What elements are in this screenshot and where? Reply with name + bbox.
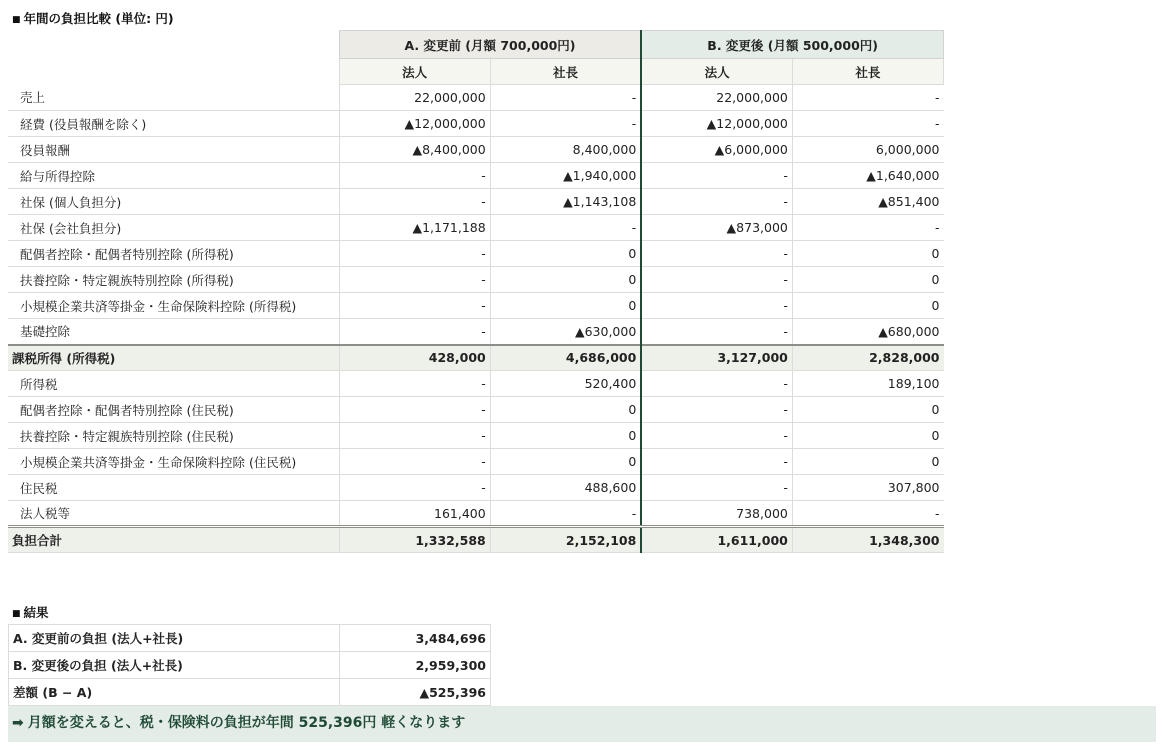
cell-value: ▲1,940,000 — [490, 163, 641, 189]
table-row — [8, 189, 944, 215]
cell-value: - — [490, 85, 641, 111]
cell-value: 1,348,300 — [792, 527, 943, 553]
row-label: 配偶者控除・配偶者特別控除 (住民税) — [8, 397, 339, 423]
cell-value: - — [339, 267, 490, 293]
group-header-b: B. 変更後 (月額 500,000円) — [641, 31, 943, 59]
cell-value: - — [339, 189, 490, 215]
table-row — [8, 85, 944, 111]
result-label: A. 変更前の負担 (法人+社長) — [9, 625, 340, 652]
cell-value: - — [792, 111, 943, 137]
row-label: 負担合計 — [8, 527, 339, 553]
subheader-b-corp: 法人 — [641, 59, 792, 85]
row-label: 社保 (会社負担分) — [8, 215, 339, 241]
cell-value: - — [339, 397, 490, 423]
cell-value: 8,400,000 — [490, 137, 641, 163]
cell-value: 0 — [792, 449, 943, 475]
result-row — [9, 625, 491, 652]
row-label: 住民税 — [8, 475, 339, 501]
row-label: 社保 (個人負担分) — [8, 189, 339, 215]
comparison-title-text: 年間の負担比較 (単位: 円) — [23, 11, 174, 26]
row-label: 役員報酬 — [8, 137, 339, 163]
row-label: 小規模企業共済等掛金・生命保険料控除 (所得税) — [8, 293, 339, 319]
cell-value: 428,000 — [339, 345, 490, 371]
comparison-title — [12, 9, 174, 27]
row-label: 配偶者控除・配偶者特別控除 (所得税) — [8, 241, 339, 267]
table-row — [8, 423, 944, 449]
table-row — [8, 501, 944, 527]
cell-value: - — [641, 241, 792, 267]
table-row — [8, 475, 944, 501]
row-label: 扶養控除・特定親族特別控除 (所得税) — [8, 267, 339, 293]
cell-value: 0 — [490, 423, 641, 449]
comparison-table — [8, 30, 944, 553]
result-title — [12, 603, 49, 621]
result-row — [9, 652, 491, 679]
table-row — [8, 397, 944, 423]
cell-value: 22,000,000 — [641, 85, 792, 111]
comparison-body — [8, 85, 944, 553]
table-row — [8, 137, 944, 163]
cell-value: - — [792, 215, 943, 241]
subheader-corner — [8, 59, 339, 85]
row-label: 基礎控除 — [8, 319, 339, 345]
cell-value: - — [641, 293, 792, 319]
row-label: 所得税 — [8, 371, 339, 397]
cell-value: 0 — [490, 449, 641, 475]
cell-value: ▲12,000,000 — [641, 111, 792, 137]
arrow-right-icon: ➡ — [12, 715, 24, 731]
cell-value: - — [490, 215, 641, 241]
cell-value: - — [339, 475, 490, 501]
cell-value: 2,152,108 — [490, 527, 641, 553]
cell-value: ▲6,000,000 — [641, 137, 792, 163]
cell-value: 0 — [792, 423, 943, 449]
cell-value: 520,400 — [490, 371, 641, 397]
cell-value: ▲680,000 — [792, 319, 943, 345]
bullet-square-icon: ■ — [12, 609, 21, 619]
cell-value: ▲630,000 — [490, 319, 641, 345]
cell-value: 0 — [490, 241, 641, 267]
row-label: 法人税等 — [8, 501, 339, 527]
cell-value: - — [792, 501, 943, 527]
cell-value: - — [339, 163, 490, 189]
cell-value: 0 — [792, 267, 943, 293]
row-label: 経費 (役員報酬を除く) — [8, 111, 339, 137]
cell-value: 307,800 — [792, 475, 943, 501]
cell-value: - — [339, 319, 490, 345]
cell-value: 189,100 — [792, 371, 943, 397]
result-table — [8, 624, 491, 706]
cell-value: - — [792, 85, 943, 111]
cell-value: 0 — [792, 397, 943, 423]
result-label: 差額 (B − A) — [9, 679, 340, 706]
cell-value: 0 — [792, 241, 943, 267]
result-value: ▲525,396 — [340, 679, 491, 706]
table-row — [8, 241, 944, 267]
row-label: 小規模企業共済等掛金・生命保険料控除 (住民税) — [8, 449, 339, 475]
table-row — [8, 527, 944, 553]
cell-value: 6,000,000 — [792, 137, 943, 163]
cell-value: 3,127,000 — [641, 345, 792, 371]
cell-value: - — [641, 449, 792, 475]
cell-value: - — [641, 475, 792, 501]
cell-value: - — [641, 267, 792, 293]
subheader-a-corp: 法人 — [339, 59, 490, 85]
cell-value: - — [641, 163, 792, 189]
result-value: 2,959,300 — [340, 652, 491, 679]
row-label: 扶養控除・特定親族特別控除 (住民税) — [8, 423, 339, 449]
subheader-row — [8, 59, 944, 85]
cell-value: - — [641, 319, 792, 345]
cell-value: 488,600 — [490, 475, 641, 501]
bullet-square-icon: ■ — [12, 15, 21, 25]
cell-value: - — [339, 293, 490, 319]
cell-value: 0 — [792, 293, 943, 319]
result-label: B. 変更後の負担 (法人+社長) — [9, 652, 340, 679]
table-row — [8, 267, 944, 293]
cell-value: - — [641, 423, 792, 449]
cell-value: ▲1,640,000 — [792, 163, 943, 189]
table-row — [8, 111, 944, 137]
cell-value: 1,332,588 — [339, 527, 490, 553]
cell-value: - — [641, 371, 792, 397]
cell-value: 161,400 — [339, 501, 490, 527]
subheader-a-ceo: 社長 — [490, 59, 641, 85]
cell-value: ▲8,400,000 — [339, 137, 490, 163]
group-header-row — [8, 31, 944, 59]
cell-value: - — [339, 241, 490, 267]
cell-value: - — [490, 111, 641, 137]
result-row — [9, 679, 491, 706]
result-value: 3,484,696 — [340, 625, 491, 652]
table-row — [8, 293, 944, 319]
cell-value: 0 — [490, 293, 641, 319]
result-title-text: 結果 — [23, 605, 49, 620]
row-label: 給与所得控除 — [8, 163, 339, 189]
group-header-a: A. 変更前 (月額 700,000円) — [339, 31, 641, 59]
table-row — [8, 163, 944, 189]
cell-value: - — [339, 371, 490, 397]
header-corner — [8, 31, 339, 59]
cell-value: ▲873,000 — [641, 215, 792, 241]
cell-value: 2,828,000 — [792, 345, 943, 371]
table-row — [8, 449, 944, 475]
cell-value: 0 — [490, 397, 641, 423]
cell-value: - — [641, 189, 792, 215]
table-row — [8, 345, 944, 371]
cell-value: ▲1,143,108 — [490, 189, 641, 215]
cell-value: 22,000,000 — [339, 85, 490, 111]
table-row — [8, 371, 944, 397]
table-row — [8, 215, 944, 241]
cell-value: ▲12,000,000 — [339, 111, 490, 137]
cell-value: - — [641, 397, 792, 423]
result-banner-text: 月額を変えると、税・保険料の負担が年間 525,396円 軽くなります — [27, 715, 466, 731]
cell-value: ▲1,171,188 — [339, 215, 490, 241]
subheader-b-ceo: 社長 — [792, 59, 943, 85]
cell-value: - — [490, 501, 641, 527]
cell-value: - — [339, 449, 490, 475]
cell-value: 4,686,000 — [490, 345, 641, 371]
cell-value: 1,611,000 — [641, 527, 792, 553]
cell-value: 0 — [490, 267, 641, 293]
cell-value: 738,000 — [641, 501, 792, 527]
cell-value: ▲851,400 — [792, 189, 943, 215]
result-banner — [8, 706, 1156, 742]
cell-value: - — [339, 423, 490, 449]
row-label: 課税所得 (所得税) — [8, 345, 339, 371]
row-label: 売上 — [8, 85, 339, 111]
table-row — [8, 319, 944, 345]
